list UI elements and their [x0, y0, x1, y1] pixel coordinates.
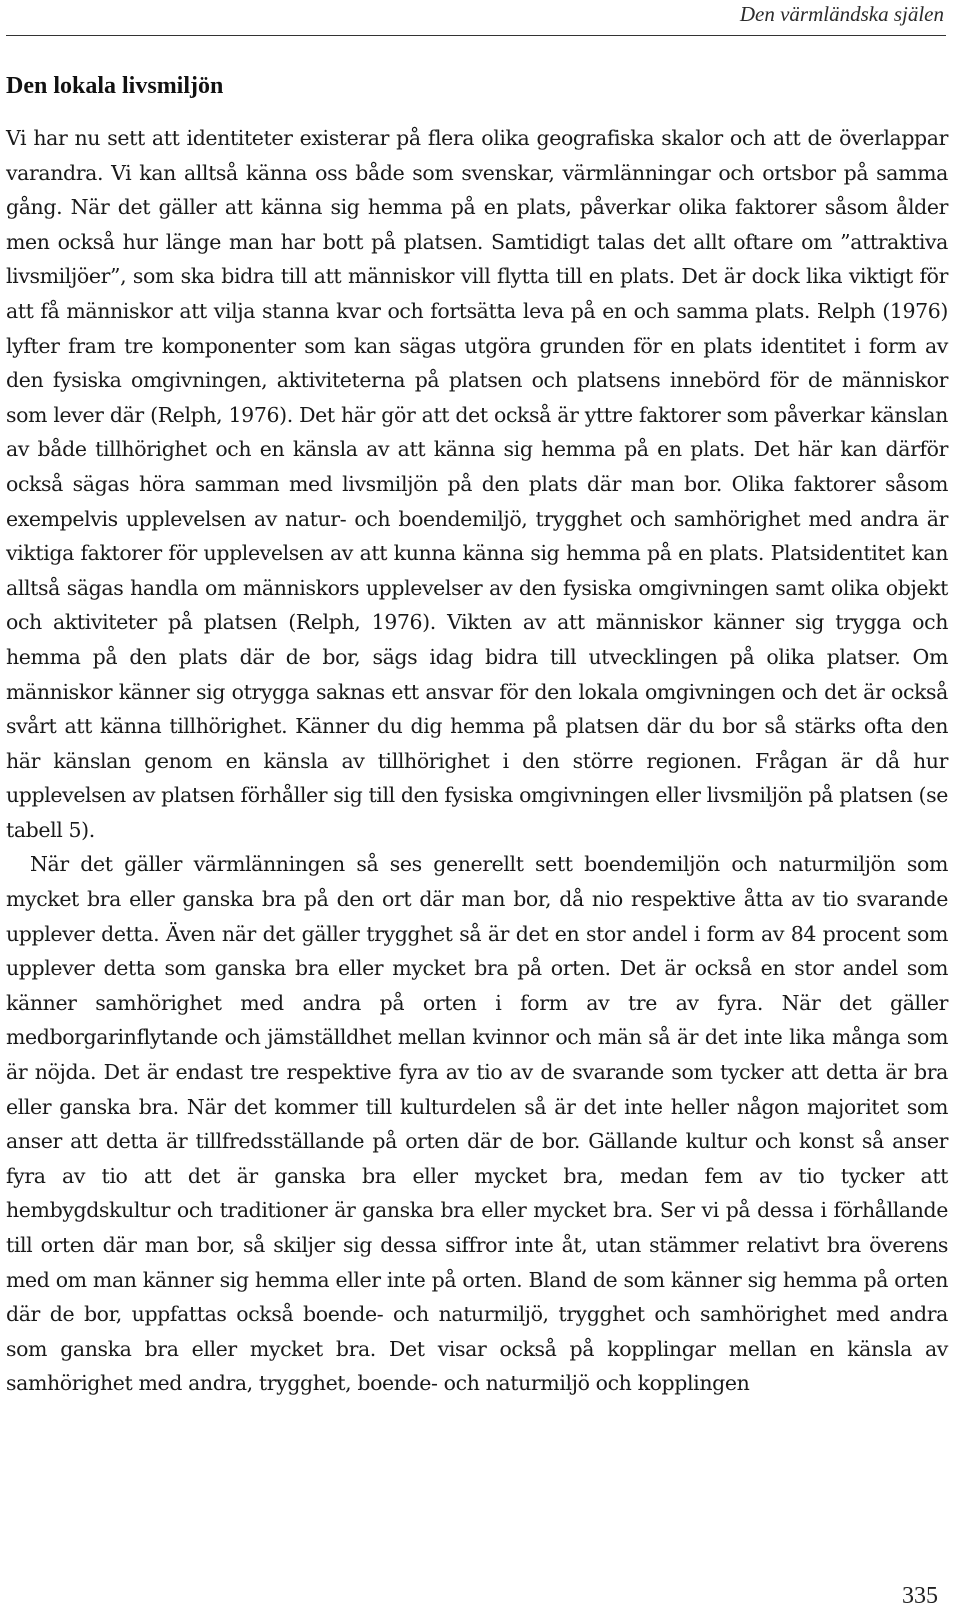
section-title: Den lokala livsmiljön [6, 73, 224, 99]
running-header: Den värmländska själen [739, 2, 944, 26]
header-rule [6, 35, 946, 36]
paragraph-1: Vi har nu sett att identiteter existerar på flera olika geografiska skalor och att de överlappar varandra. Vi kan alltså känna oss både som svenskar, värmlänningar och ortsbor på samma gång. När det gäller att känna sig hemma på en plats, påverkar olika faktorer såsom ålder men också hur länge man har bott på platsen. Samtidigt talas det allt oftare om ”attraktiva livsmiljöer”, som ska bidra till att människor vill flytta till en plats. Det är dock lika viktigt för att få människor att vilja stanna kvar och fortsätta leva på en och samma plats. Relph (1976) lyfter fram tre komponenter som kan sägas utgöra grunden för en plats identitet i form av den fysiska omgivningen, aktiviteterna på platsen och platsens innebörd för de människor som lever där (Relph, 1976). Det här gör att det också är yttre faktorer som påverkar känslan av både tillhörighet och en känsla av att känna sig hemma på en plats. Det här kan därför också sägas höra samman med livsmiljön på den plats där man bor. Olika faktorer såsom exempelvis upplevelsen av natur- och boendemiljö, trygghet och samhörighet med andra är viktiga faktorer för upplevelsen av att kunna känna sig hemma på en plats. Platsidentitet kan alltså sägas handla om människors upplevelser av den fysiska omgivningen samt olika objekt och aktiviteter på platsen (Relph, 1976). Vikten av att människor känner sig trygga och hemma på den plats där de bor, sägs idag bidra till utvecklingen på olika platser. Om människor känner sig otrygga saknas ett ansvar för den lokala omgivningen och det är också svårt att känna tillhörighet. Känner du dig hemma på platsen där du bor så stärks ofta den här känslan genom en känsla av tillhörighet i den större regionen. Frågan är då hur upplevelsen av platsen förhåller sig till den fysiska omgivningen eller livsmiljön på platsen (se tabell 5). [6, 126, 948, 842]
body-text [6, 121, 948, 1401]
paragraph-2: När det gäller värmlänningen så ses generellt sett boendemiljön och naturmiljön som mycket bra eller ganska bra på den ort där man bor, då nio respektive åtta av tio svarande upplever detta. Även när det gäller trygghet så är det en stor andel i form av 84 procent som upplever detta som ganska bra eller mycket bra på orten. Det är också en stor andel som känner samhörighet med andra på orten i form av tre av fyra. När det gäller medborgarinflytande och jämställdhet mellan kvinnor och män så är det inte lika många som är nöjda. Det är endast tre respektive fyra av tio av de svarande som tycker att detta är bra eller ganska bra. När det kommer till kulturdelen så är det inte heller någon majoritet som anser att detta är tillfredsställande på orten där de bor. Gällande kultur och konst så anser fyra av tio att det är ganska bra eller mycket bra, medan fem av tio tycker att hembygdskultur och traditioner är ganska bra eller mycket bra. Ser vi på dessa i förhållande till orten där man bor, så skiljer sig dessa siffror inte åt, utan stämmer relativt bra överens med om man känner sig hemma eller inte på orten. Bland de som känner sig hemma på orten där de bor, uppfattas också boende- och naturmiljö, trygghet och samhörighet med andra som ganska bra eller mycket bra. Det visar också på kopplingar mellan en känsla av samhörighet med andra, trygghet, boende- och naturmiljö och kopplingen [6, 852, 948, 1396]
page-number: 335 [902, 1583, 938, 1609]
